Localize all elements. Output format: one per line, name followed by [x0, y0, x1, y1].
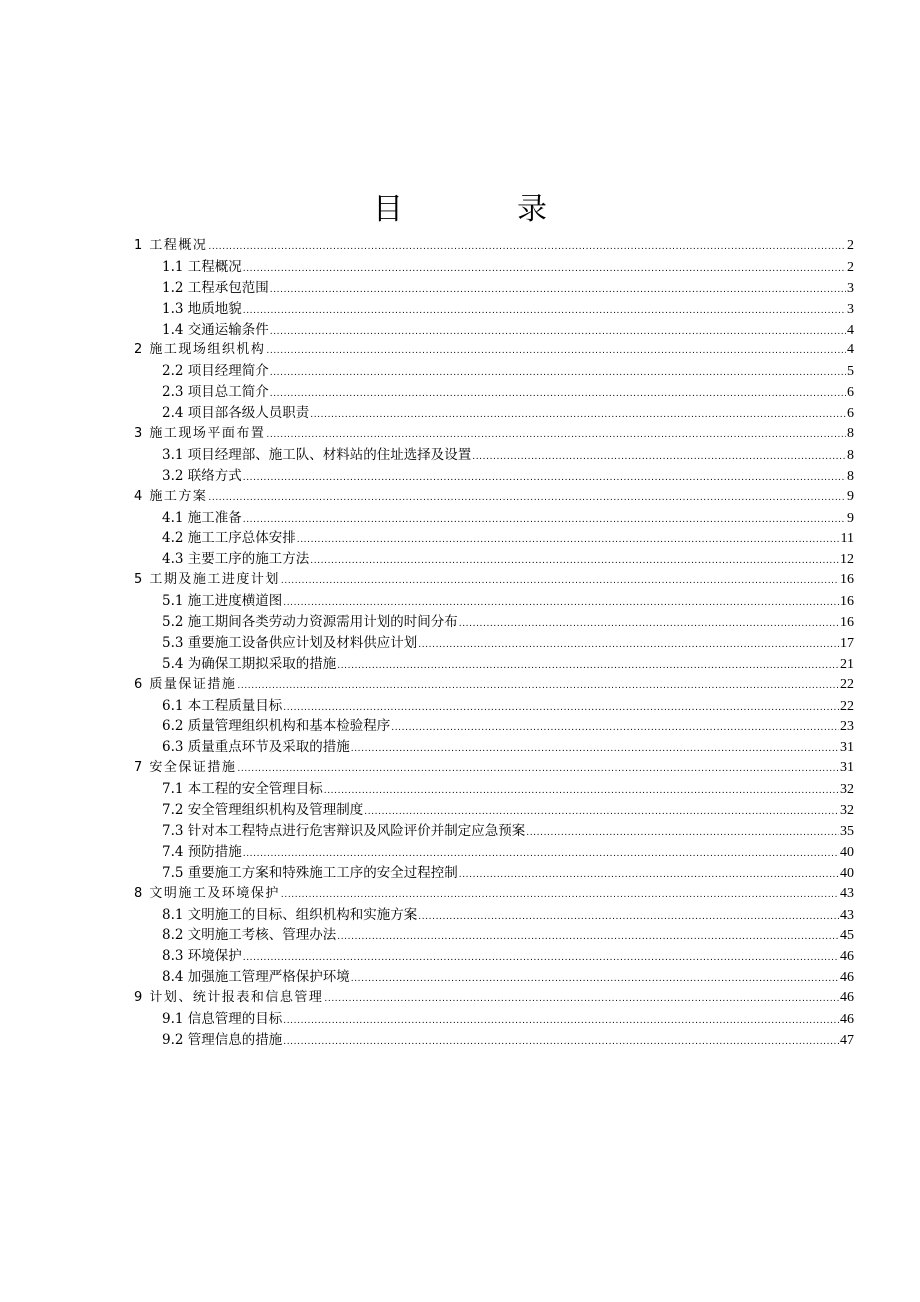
toc-page-number: 16	[840, 572, 854, 588]
toc-entry-title: 6.1 本工程质量目标	[162, 697, 283, 714]
toc-page-number: 21	[840, 656, 854, 672]
toc-page-number: 23	[840, 719, 854, 735]
toc-entry-title: 2.4 项目部各级人员职责	[162, 405, 310, 422]
toc-dot-leader	[243, 844, 839, 865]
toc-entry-title: 1.3 地质地貌	[162, 300, 242, 317]
toc-dot-leader	[351, 739, 839, 760]
toc-page-number: 9	[847, 488, 854, 504]
toc-section-entry[interactable]	[134, 278, 854, 299]
toc-entry-title: 1 工程概况	[134, 238, 208, 253]
toc-page-number: 9	[847, 510, 854, 526]
toc-section-entry[interactable]	[134, 320, 854, 341]
toc-page-number: 45	[840, 928, 854, 944]
toc-dot-leader	[270, 363, 846, 384]
toc-dot-leader	[237, 759, 839, 780]
toc-entry-title: 8 文明施工及环境保护	[134, 885, 280, 901]
toc-page-number: 8	[847, 447, 854, 463]
toc-entry-title: 3 施工现场平面布置	[134, 426, 266, 442]
toc-dot-leader	[266, 425, 846, 446]
toc-entry-title: 7.1 本工程的安全管理目标	[162, 781, 323, 798]
toc-dot-leader	[459, 614, 839, 635]
toc-dot-leader	[391, 718, 839, 739]
toc-page-number: 17	[840, 635, 854, 651]
toc-chapter-entry[interactable]	[134, 424, 854, 445]
toc-entry-title: 5.2 施工期间各类劳动力资源需用计划的时间分布	[162, 614, 458, 631]
toc-page-number: 43	[840, 907, 854, 923]
toc-dot-leader	[337, 927, 839, 948]
toc-entry-title: 1.2 工程承包范围	[162, 279, 269, 296]
toc-section-entry[interactable]	[134, 382, 854, 403]
toc-page-number: 32	[840, 782, 854, 798]
toc-chapter-entry[interactable]	[134, 340, 854, 361]
toc-dot-leader	[270, 322, 846, 343]
toc-dot-leader	[208, 237, 846, 258]
toc-chapter-entry[interactable]	[134, 236, 854, 257]
toc-chapter-entry[interactable]	[134, 570, 854, 591]
toc-dot-leader	[283, 698, 839, 719]
toc-dot-leader	[324, 989, 839, 1010]
toc-page-number: 47	[840, 1032, 854, 1048]
toc-dot-leader	[243, 510, 846, 531]
toc-dot-leader	[237, 676, 839, 697]
toc-section-entry[interactable]	[134, 1009, 854, 1030]
toc-section-entry[interactable]	[134, 905, 854, 926]
toc-page-number: 32	[840, 803, 854, 819]
toc-section-entry[interactable]	[134, 257, 854, 278]
toc-dot-leader	[243, 259, 846, 280]
toc-dot-leader	[270, 280, 846, 301]
toc-section-entry[interactable]	[134, 528, 854, 549]
toc-section-entry[interactable]	[134, 716, 854, 737]
toc-dot-leader	[281, 885, 839, 906]
toc-dot-leader	[243, 468, 846, 489]
toc-section-entry[interactable]	[134, 299, 854, 320]
toc-section-entry[interactable]	[134, 1030, 854, 1051]
toc-page-number: 12	[840, 552, 854, 568]
toc-section-entry[interactable]	[134, 946, 854, 967]
toc-section-entry[interactable]	[134, 863, 854, 884]
toc-page-number: 46	[840, 1011, 854, 1027]
toc-page-number: 6	[847, 406, 854, 422]
toc-dot-leader	[351, 969, 839, 990]
toc-dot-leader	[324, 781, 839, 802]
toc-section-entry[interactable]	[134, 779, 854, 800]
toc-page-number: 2	[847, 259, 854, 275]
toc-entry-title: 4.3 主要工序的施工方法	[162, 551, 310, 568]
toc-dot-leader	[364, 802, 839, 823]
toc-dot-leader	[283, 1011, 839, 1032]
toc-page-number: 46	[840, 990, 854, 1006]
toc-dot-leader	[283, 1032, 839, 1053]
toc-page-number: 4	[847, 342, 854, 358]
toc-page-number: 40	[840, 865, 854, 881]
toc-entry-title: 5 工期及施工进度计划	[134, 572, 280, 588]
toc-dot-leader	[208, 488, 846, 509]
toc-dot-leader	[310, 551, 839, 572]
toc-chapter-entry[interactable]	[134, 884, 854, 905]
toc-entry-title: 1.1 工程概况	[162, 258, 242, 275]
toc-entry-title: 3.1 项目经理部、施工队、材料站的住址选择及设置	[162, 446, 472, 463]
toc-page-number: 40	[840, 844, 854, 860]
toc-page-number: 22	[840, 698, 854, 714]
toc-entry-title: 4.1 施工准备	[162, 509, 242, 526]
toc-entry-title: 8.2 文明施工考核、管理办法	[162, 927, 337, 944]
page-title: 目 录	[373, 192, 589, 228]
toc-entry-title: 6.2 质量管理组织机构和基本检验程序	[162, 718, 391, 735]
toc-dot-leader	[459, 865, 839, 886]
toc-section-entry[interactable]	[134, 633, 854, 654]
toc-entry-title: 9 计划、统计报表和信息管理	[134, 990, 324, 1006]
toc-section-entry[interactable]	[134, 361, 854, 382]
toc-entry-title: 7.5 重要施工方案和特殊施工工序的安全过程控制	[162, 864, 458, 881]
toc-dot-leader	[297, 530, 840, 551]
toc-section-entry[interactable]	[134, 967, 854, 988]
toc-entry-title: 1.4 交通运输条件	[162, 321, 269, 338]
toc-entry-title: 8.3 环境保护	[162, 948, 242, 965]
toc-entry-title: 8.4 加强施工管理严格保护环境	[162, 969, 350, 986]
toc-section-entry[interactable]	[134, 466, 854, 487]
toc-dot-leader	[243, 948, 839, 969]
toc-entry-title: 6 质量保证措施	[134, 676, 237, 692]
toc-section-entry[interactable]	[134, 842, 854, 863]
toc-dot-leader	[281, 571, 839, 592]
toc-page-number: 16	[840, 594, 854, 610]
toc-page-number: 6	[847, 385, 854, 401]
toc-page-number: 31	[840, 760, 854, 776]
toc-page-number: 2	[847, 238, 854, 253]
toc-page-number: 3	[847, 301, 854, 317]
toc-dot-leader	[337, 656, 839, 677]
toc-page-number: 4	[847, 322, 854, 338]
toc-page-number: 46	[840, 949, 854, 965]
toc-entry-title: 4 施工方案	[134, 488, 208, 504]
toc-page-number: 3	[847, 280, 854, 296]
toc-dot-leader	[526, 823, 839, 844]
toc-section-entry[interactable]	[134, 821, 854, 842]
toc-dot-leader	[270, 384, 846, 405]
toc-section-entry[interactable]	[134, 612, 854, 633]
toc-dot-leader	[243, 301, 846, 322]
toc-entry-title: 5.1 施工进度横道图	[162, 593, 283, 610]
toc-entry-title: 7.4 预防措施	[162, 843, 242, 860]
toc-page-number: 31	[840, 740, 854, 756]
toc-section-entry[interactable]	[134, 403, 854, 424]
toc-section-entry[interactable]	[134, 549, 854, 570]
toc-section-entry[interactable]	[134, 800, 854, 821]
toc-entry-title: 8.1 文明施工的目标、组织机构和实施方案	[162, 906, 418, 923]
toc-dot-leader	[418, 635, 839, 656]
toc-dot-leader	[283, 593, 839, 614]
toc-chapter-entry[interactable]	[134, 758, 854, 779]
toc-section-entry[interactable]	[134, 591, 854, 612]
toc-chapter-entry[interactable]	[134, 675, 854, 696]
toc-entry-title: 2.3 项目总工简介	[162, 384, 269, 401]
toc-entry-title: 7 安全保证措施	[134, 760, 237, 776]
toc-entry-title: 7.3 针对本工程特点进行危害辩识及风险评价并制定应急预案	[162, 822, 526, 839]
toc-section-entry[interactable]	[134, 445, 854, 466]
toc-page-number: 8	[847, 426, 854, 442]
toc-page-number: 43	[840, 885, 854, 901]
toc-dot-leader	[266, 341, 846, 362]
toc-page-number: 46	[840, 970, 854, 986]
toc-entry-title: 9.1 信息管理的目标	[162, 1010, 283, 1027]
toc-entry-title: 2.2 项目经理简介	[162, 363, 269, 380]
toc-entry-title: 4.2 施工工序总体安排	[162, 530, 296, 547]
toc-section-entry[interactable]	[134, 508, 854, 529]
table-of-contents	[134, 236, 854, 1051]
toc-section-entry[interactable]	[134, 925, 854, 946]
toc-section-entry[interactable]	[134, 737, 854, 758]
toc-page-number: 8	[847, 468, 854, 484]
toc-section-entry[interactable]	[134, 654, 854, 675]
toc-entry-title: 7.2 安全管理组织机构及管理制度	[162, 802, 364, 819]
toc-dot-leader	[418, 907, 839, 928]
toc-entry-title: 9.2 管理信息的措施	[162, 1031, 283, 1048]
toc-chapter-entry[interactable]	[134, 988, 854, 1009]
toc-entry-title: 5.4 为确保工期拟采取的措施	[162, 655, 337, 672]
toc-chapter-entry[interactable]	[134, 487, 854, 508]
toc-page-number: 22	[840, 676, 854, 692]
toc-page-number: 11	[840, 531, 854, 547]
toc-dot-leader	[472, 447, 846, 468]
toc-entry-title: 3.2 联络方式	[162, 467, 242, 484]
toc-dot-leader	[310, 405, 846, 426]
toc-entry-title: 2 施工现场组织机构	[134, 342, 266, 358]
toc-page-number: 16	[840, 615, 854, 631]
toc-entry-title: 5.3 重要施工设备供应计划及材料供应计划	[162, 634, 418, 651]
toc-page-number: 5	[847, 364, 854, 380]
toc-page-number: 35	[840, 823, 854, 839]
toc-entry-title: 6.3 质量重点环节及采取的措施	[162, 739, 350, 756]
toc-section-entry[interactable]	[134, 696, 854, 717]
